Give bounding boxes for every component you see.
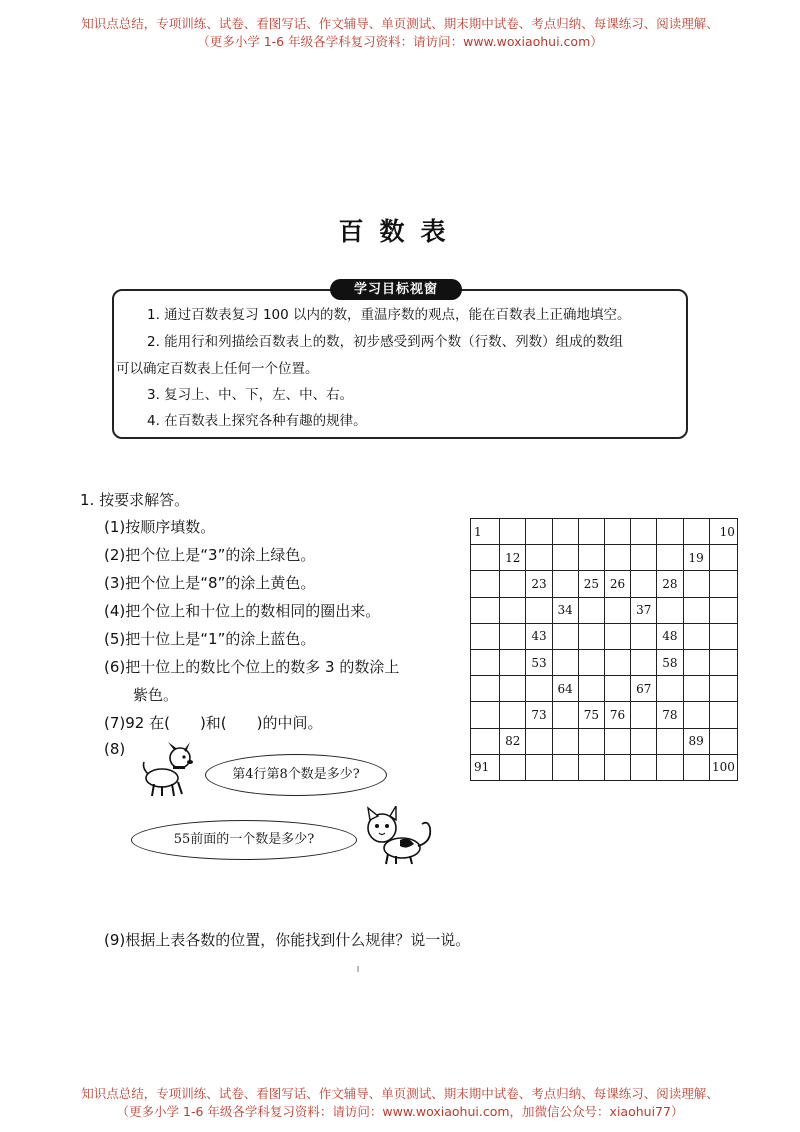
grid-cell xyxy=(709,728,737,754)
cat-illustration xyxy=(360,806,436,866)
grid-row xyxy=(471,571,738,597)
grid-cell xyxy=(683,597,709,623)
grid-row xyxy=(471,754,738,780)
grid-cell xyxy=(631,545,657,571)
grid-cell: 53 xyxy=(526,649,552,675)
grid-cell xyxy=(471,728,500,754)
grid-cell xyxy=(526,597,552,623)
grid-cell xyxy=(709,649,737,675)
grid-cell xyxy=(578,623,604,649)
header-banner xyxy=(0,15,800,51)
grid-cell: 76 xyxy=(604,702,630,728)
grid-cell xyxy=(578,754,604,780)
grid-cell xyxy=(552,623,578,649)
question-item: (2)把个位上是“3”的涂上绿色。 xyxy=(104,546,316,564)
header-banner-line-1: 知识点总结，专项训练、试卷、看图写话、作文辅导、单页测试、期末期中试卷、考点归纳、每课练习、阅读理解、 xyxy=(81,16,719,31)
goal-item: 2. 能用行和列描绘百数表上的数，初步感受到两个数（行数、列数）组成的数组 xyxy=(147,334,624,350)
grid-cell xyxy=(604,623,630,649)
grid-cell xyxy=(552,728,578,754)
grid-cell xyxy=(552,519,578,545)
grid-cell xyxy=(552,545,578,571)
grid-cell xyxy=(709,623,737,649)
question-item: (8) xyxy=(104,740,126,758)
footer-banner-line-2: （更多小学 1-6 年级各学科复习资料：请访问：www.woxiaohui.com，加微信公众号：xiaohui77） xyxy=(116,1104,684,1119)
grid-cell: 43 xyxy=(526,623,552,649)
grid-cell xyxy=(683,702,709,728)
grid-cell xyxy=(631,571,657,597)
grid-cell: 34 xyxy=(552,597,578,623)
grid-cell xyxy=(683,676,709,702)
grid-cell xyxy=(500,676,526,702)
grid-cell xyxy=(604,649,630,675)
grid-cell: 37 xyxy=(631,597,657,623)
grid-cell: 26 xyxy=(604,571,630,597)
question-item: (4)把个位上和十位上的数相同的圈出来。 xyxy=(104,602,381,620)
grid-cell: 82 xyxy=(500,728,526,754)
grid-cell xyxy=(471,545,500,571)
goal-item: 可以确定百数表上任何一个位置。 xyxy=(116,361,319,377)
grid-cell xyxy=(683,571,709,597)
grid-cell: 48 xyxy=(657,623,683,649)
grid-row xyxy=(471,545,738,571)
grid-row xyxy=(471,676,738,702)
grid-cell xyxy=(631,623,657,649)
grid-cell: 67 xyxy=(631,676,657,702)
grid-cell: 73 xyxy=(526,702,552,728)
question-item: (3)把个位上是“8”的涂上黄色。 xyxy=(104,574,316,592)
grid-cell xyxy=(578,545,604,571)
dog-illustration xyxy=(140,738,202,800)
grid-cell xyxy=(657,754,683,780)
grid-row xyxy=(471,519,738,545)
grid-cell xyxy=(631,649,657,675)
grid-cell xyxy=(471,676,500,702)
grid-row xyxy=(471,597,738,623)
grid-cell xyxy=(631,754,657,780)
goal-item: 3. 复习上、中、下，左、中、右。 xyxy=(147,387,354,403)
grid-cell xyxy=(471,702,500,728)
grid-cell xyxy=(552,702,578,728)
grid-cell xyxy=(683,519,709,545)
grid-cell xyxy=(526,676,552,702)
goal-item: 1. 通过百数表复习 100 以内的数，重温序数的观点，能在百数表上正确地填空。 xyxy=(147,307,631,323)
grid-cell xyxy=(526,519,552,545)
grid-cell xyxy=(604,545,630,571)
grid-cell: 78 xyxy=(657,702,683,728)
grid-cell xyxy=(578,649,604,675)
question-item-9: (9)根据上表各数的位置，你能找到什么规律？说一说。 xyxy=(104,931,471,949)
cat-speech-bubble: 55前面的一个数是多少? xyxy=(131,820,357,860)
grid-cell xyxy=(471,571,500,597)
grid-cell xyxy=(500,597,526,623)
header-banner-line-2: （更多小学 1-6 年级各学科复习资料：请访问：www.woxiaohui.com） xyxy=(197,34,603,49)
grid-cell xyxy=(578,519,604,545)
grid-cell xyxy=(709,597,737,623)
question-item: 紫色。 xyxy=(133,686,179,704)
grid-cell: 12 xyxy=(500,545,526,571)
grid-cell: 75 xyxy=(578,702,604,728)
grid-cell xyxy=(604,519,630,545)
grid-cell xyxy=(657,597,683,623)
grid-cell xyxy=(631,519,657,545)
grid-cell xyxy=(552,649,578,675)
grid-cell xyxy=(526,754,552,780)
grid-cell: 23 xyxy=(526,571,552,597)
grid-row xyxy=(471,702,738,728)
grid-cell: 19 xyxy=(683,545,709,571)
question-heading: 1. 按要求解答。 xyxy=(80,491,190,509)
grid-cell xyxy=(709,702,737,728)
grid-cell xyxy=(709,571,737,597)
grid-cell xyxy=(526,545,552,571)
grid-cell xyxy=(500,649,526,675)
grid-cell: 89 xyxy=(683,728,709,754)
grid-cell xyxy=(500,571,526,597)
grid-cell xyxy=(683,754,709,780)
grid-cell xyxy=(604,728,630,754)
footer-banner xyxy=(0,1085,800,1121)
question-item: (1)按顺序填数。 xyxy=(104,518,216,536)
grid-cell: 25 xyxy=(578,571,604,597)
grid-cell: 58 xyxy=(657,649,683,675)
grid-cell xyxy=(657,728,683,754)
grid-cell xyxy=(552,754,578,780)
grid-row xyxy=(471,623,738,649)
grid-cell xyxy=(657,545,683,571)
hundred-chart-grid xyxy=(470,518,738,781)
grid-cell xyxy=(500,519,526,545)
grid-cell xyxy=(709,676,737,702)
grid-cell xyxy=(471,597,500,623)
dog-speech-bubble: 第4行第8个数是多少? xyxy=(205,754,387,796)
scan-speck xyxy=(357,966,359,972)
grid-cell xyxy=(709,545,737,571)
grid-cell: 100 xyxy=(709,754,737,780)
grid-cell: 1 xyxy=(471,519,500,545)
grid-cell xyxy=(631,702,657,728)
grid-cell: 91 xyxy=(471,754,500,780)
grid-cell xyxy=(683,649,709,675)
grid-cell xyxy=(578,728,604,754)
question-item: (6)把十位上的数比个位上的数多 3 的数涂上 xyxy=(104,658,400,676)
grid-cell xyxy=(471,649,500,675)
footer-banner-line-1: 知识点总结，专项训练、试卷、看图写话、作文辅导、单页测试、期末期中试卷、考点归纳、每课练习、阅读理解、 xyxy=(81,1086,719,1101)
grid-row xyxy=(471,649,738,675)
grid-cell xyxy=(500,623,526,649)
grid-cell xyxy=(500,754,526,780)
page-title: 百数表 xyxy=(338,217,462,246)
grid-cell xyxy=(604,754,630,780)
grid-cell xyxy=(657,676,683,702)
grid-cell xyxy=(604,676,630,702)
grid-cell xyxy=(683,623,709,649)
grid-cell xyxy=(526,728,552,754)
grid-cell xyxy=(631,728,657,754)
grid-cell xyxy=(578,597,604,623)
question-item: (7)92 在( )和( )的中间。 xyxy=(104,714,323,732)
grid-row xyxy=(471,728,738,754)
learning-goals-tag: 学习目标视窗 xyxy=(330,279,462,300)
grid-cell: 64 xyxy=(552,676,578,702)
grid-cell: 10 xyxy=(709,519,737,545)
grid-cell xyxy=(500,702,526,728)
question-item: (5)把十位上是“1”的涂上蓝色。 xyxy=(104,630,316,648)
grid-cell xyxy=(604,597,630,623)
grid-cell xyxy=(552,571,578,597)
grid-cell xyxy=(471,623,500,649)
grid-cell xyxy=(657,519,683,545)
grid-cell: 28 xyxy=(657,571,683,597)
goal-item: 4. 在百数表上探究各种有趣的规律。 xyxy=(147,413,367,429)
grid-cell xyxy=(578,676,604,702)
